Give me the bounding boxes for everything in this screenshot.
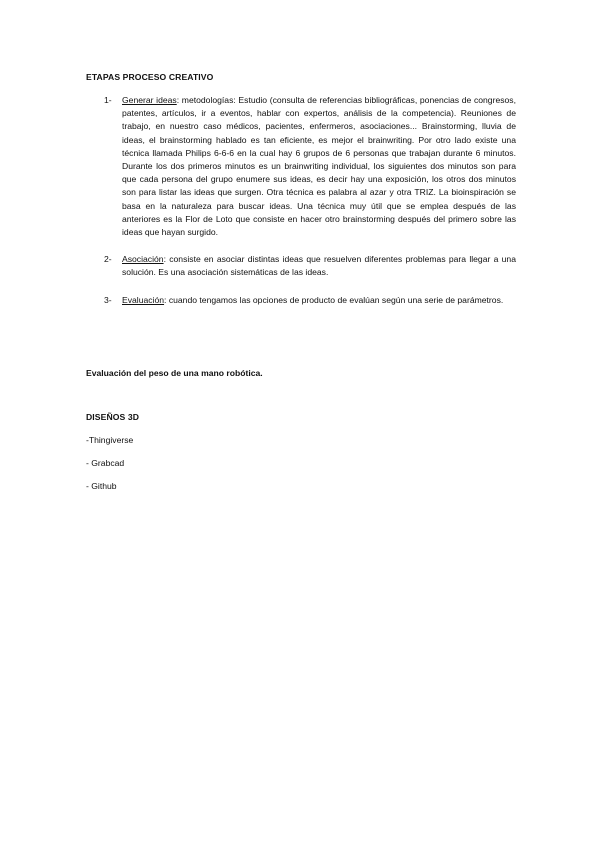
resource-item-thingiverse: -Thingiverse (86, 435, 134, 445)
list-item (104, 253, 516, 279)
item-text: : consiste en asociar distintas ideas que resuelven diferentes problemas para llegar a una solución. Es una asociación sistemáticas de las ideas. (122, 254, 516, 278)
item-term: Evaluación (122, 294, 165, 305)
stages-list (104, 94, 516, 307)
list-item (104, 94, 516, 239)
item-term: Generar ideas (122, 95, 177, 105)
item-number: 1- (104, 95, 112, 105)
item-text: : metodologías: Estudio (consulta de referencias bibliográficas, ponencias de congresos, patentes, artículos, ir a eventos, hablar con expertos, análisis de la competencia). Reuniones de trabajo, en nuestro caso médicos, pacientes, enfermeros, asociaciones... Brainstorming, lluvia de ideas, el brainstorming hablado es tan eficiente, es mejor el brainwriting. Por otro lado existe una técnica llamada Philips 6-6-6 en la cual hay 6 grupos de 6 personas que trabajan durante 6 minutos. Durante los dos primeros minutos es un brainwriting individual, los siguientes dos minutos son para que cada persona del grupo enumere sus ideas, es decir hay una exposición, los otros dos minutos son para listar las ideas que surgen. Otra técnica es palabra al azar y otra TRIZ. La bioinspiración se basa en la naturaleza para buscar ideas. Una técnica muy útil que se emplea después de las anteriores es la Flor de Loto que consiste en hacer otro brainstorming después del primero sobre las ideas que hayan surgido. (122, 95, 516, 238)
resource-item-grabcad: - Grabcad (86, 458, 125, 468)
item-number: 2- (104, 254, 112, 265)
section-title-etapas: ETAPAS PROCESO CREATIVO (86, 72, 214, 82)
list-item (104, 294, 516, 307)
item-text: : cuando tengamos las opciones de producto de evalúan según una serie de parámetros. (164, 294, 504, 305)
item-number: 3- (104, 294, 112, 305)
item-term: Asociación (122, 254, 164, 265)
evaluation-note: Evaluación del peso de una mano robótica. (86, 368, 263, 378)
section-title-disenos: DISEÑOS 3D (86, 412, 140, 422)
resource-item-github: - Github (86, 481, 117, 491)
